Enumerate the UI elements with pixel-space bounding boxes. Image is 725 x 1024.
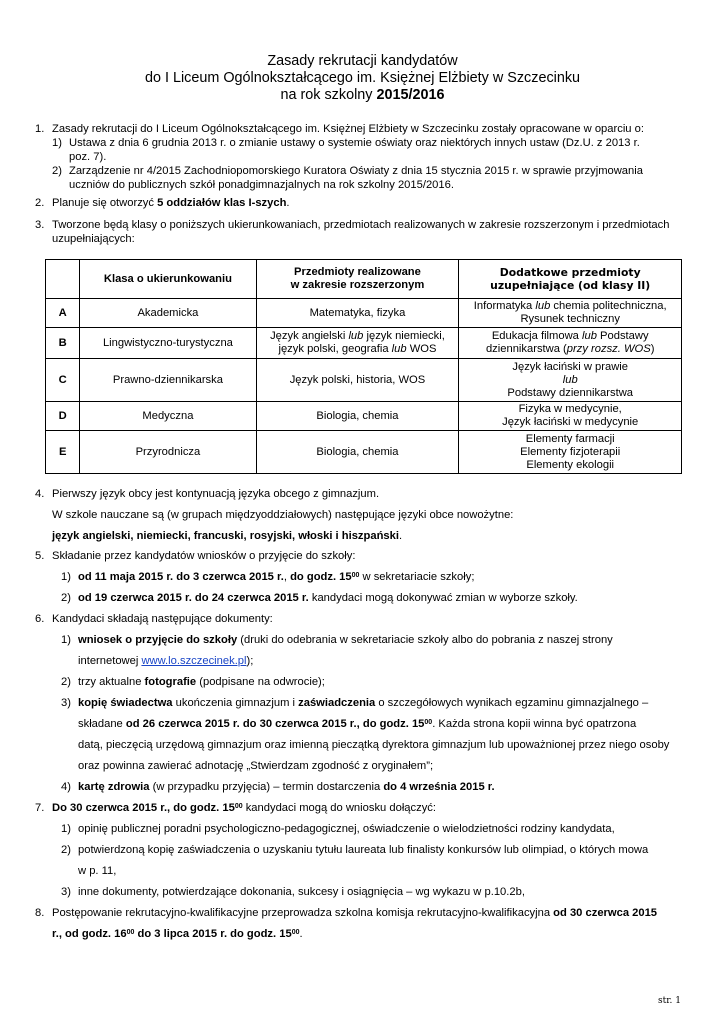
section-7: 7. Do 30 czerwca 2015 r., do godz. $15^{00}$ kandydaci mogą do wniosku dołączyć: — [35, 802, 437, 814]
section-4: 4. Pierwszy język obcy jest kontynuacją języka obcego z gimnazjum. W szkole nauczane są (w grupach międzyoddziałowych) następujące języki obce nowożytne: język angielski, niemiecki, francuski, rosyjski, włoski i hiszpański. — [35, 488, 514, 542]
title-line-2: do I Liceum Ogólnokształcącego im. Księżnej Elżbiety w Szczecinku — [144, 70, 581, 86]
section-5-item-1: 1) od 11 maja 2015 r. do 3 czerwca 2015 r., do godz. $15^{00}$ w sekretariacie szkoły; — [61, 571, 475, 583]
school-year: 2015/2016 — [376, 87, 445, 103]
school-website-link[interactable]: www.lo.szczecinek.pl — [141, 655, 247, 667]
header-additional: Dodatkowe przedmioty uzupełniające (od klasy II) — [459, 260, 682, 299]
section-6-item-4: 4) kartę zdrowia (w przypadku przyjęcia) – termin dostarczenia do 4 września 2015 r. — [61, 781, 495, 793]
section-7-item-3: 3) inne dokumenty, potwierdzające dokonania, sukcesy i osiągnięcia – wg wykazu w p.10.2b, — [61, 886, 525, 898]
document-title — [0, 53, 725, 104]
section-8: 8. Postępowanie rekrutacyjno-kwalifikacyjne przeprowadza szkolna komisja rekrutacyjno-kwalifikacyjna od 30 czerwca 2015 r., od godz. $16^{00}$ do 3 lipca 2015 r. do godz. $15^{00}$. — [35, 907, 658, 940]
section-6: 6. Kandydaci składają następujące dokumenty: — [35, 613, 273, 625]
title-line-3: na rok szkolny 2015/2016 — [280, 87, 445, 103]
section-2: 2. Planuje się otworzyć 5 oddziałów klas I-szych. — [35, 197, 290, 209]
section-3: 3. Tworzone będą klasy o poniższych ukierunkowaniach, przedmiotach realizowanych w zakresie rozszerzonym i przedmiotach uzupełniających: — [35, 219, 670, 245]
section-1-item-2: 2) Zarządzenie nr 4/2015 Zachodniopomorskiego Kuratora Oświaty z dnia 15 stycznia 2015 r. w sprawie przyjmowania uczniów do publicznych szkół ponadgimnazjalnych na rok szkolny 2015/2016. — [52, 165, 643, 191]
table-row: A Akademicka Matematyka, fizyka Informatyka lub chemia politechniczna, Rysunek techniczny — [46, 299, 682, 328]
header-subjects: Przedmioty realizowane w zakresie rozszerzonym — [256, 260, 459, 299]
table-row: E Przyrodnicza Biologia, chemia Elementy farmacji Elementy fizjoterapii Elementy ekologii — [46, 431, 682, 474]
section-6-item-3: 3) kopię świadectwa ukończenia gimnazjum i zaświadczenia o szczegółowych wynikach egzaminu gimnazjalnego – składane od 26 czerwca 2015 r. do 30 czerwca 2015 r., do godz. $15^{00}$. Każda strona kopii winna być opatrzona datą, pieczęcią urzędową gimnazjum oraz imienną pieczątką dyrektora gimnazjum lub upoważnionej przez niego osoby oraz powinna zawierać adnotację „Stwierdzam zgodność z oryginałem”; — [61, 697, 670, 772]
section-1: 1. Zasady rekrutacji do I Liceum Ogólnokształcącego im. Księżnej Elżbiety w Szczecinku zostały opracowane w oparciu o: — [35, 123, 644, 135]
page-number: str. 1 — [658, 996, 681, 1006]
header-blank — [46, 260, 80, 299]
table-row: B Lingwistyczno-turystyczna Język angielski lub język niemiecki, język polski, geografia lub WOS Edukacja filmowa lub Podstawy dziennikarstwa (przy rozsz. WOS) — [46, 328, 682, 359]
section-6-item-2: 2) trzy aktualne fotografie (podpisane na odwrocie); — [61, 676, 325, 688]
section-5: 5. Składanie przez kandydatów wniosków o przyjęcie do szkoły: — [35, 550, 356, 562]
title-line-1: Zasady rekrutacji kandydatów — [267, 53, 458, 69]
section-5-item-2: 2) od 19 czerwca 2015 r. do 24 czerwca 2015 r. kandydaci mogą dokonywać zmian w wyborze szkoły. — [61, 592, 578, 604]
section-1-item-1: 1) Ustawa z dnia 6 grudnia 2013 r. o zmianie ustawy o systemie oświaty oraz niektórych innych ustaw (Dz.U. z 2013 r. poz. 7). — [52, 137, 640, 163]
section-7-item-2: 2) potwierdzoną kopię zaświadczenia o uzyskaniu tytułu laureata lub finalisty konkursów lub olimpiad, o których mowa w p. 11, — [61, 844, 649, 877]
table-row: C Prawno-dziennikarska Język polski, historia, WOS Język łaciński w prawie lub Podstawy dziennikarstwa — [46, 359, 682, 402]
classes-table — [45, 259, 682, 474]
section-7-item-1: 1) opinię publicznej poradni psychologiczno-pedagogicznej, oświadczenie o wielodzietności rodziny kandydata, — [61, 823, 615, 835]
header-class: Klasa o ukierunkowaniu — [80, 260, 256, 299]
table-row: D Medyczna Biologia, chemia Fizyka w medycynie, Język łaciński w medycynie — [46, 402, 682, 431]
section-6-item-1: 1) wniosek o przyjęcie do szkoły (druki do odebrania w sekretariacie szkoły albo do pobrania z naszej strony internetowej www.lo.szczecinek.pl); — [61, 634, 613, 667]
table-header-row — [46, 260, 682, 299]
